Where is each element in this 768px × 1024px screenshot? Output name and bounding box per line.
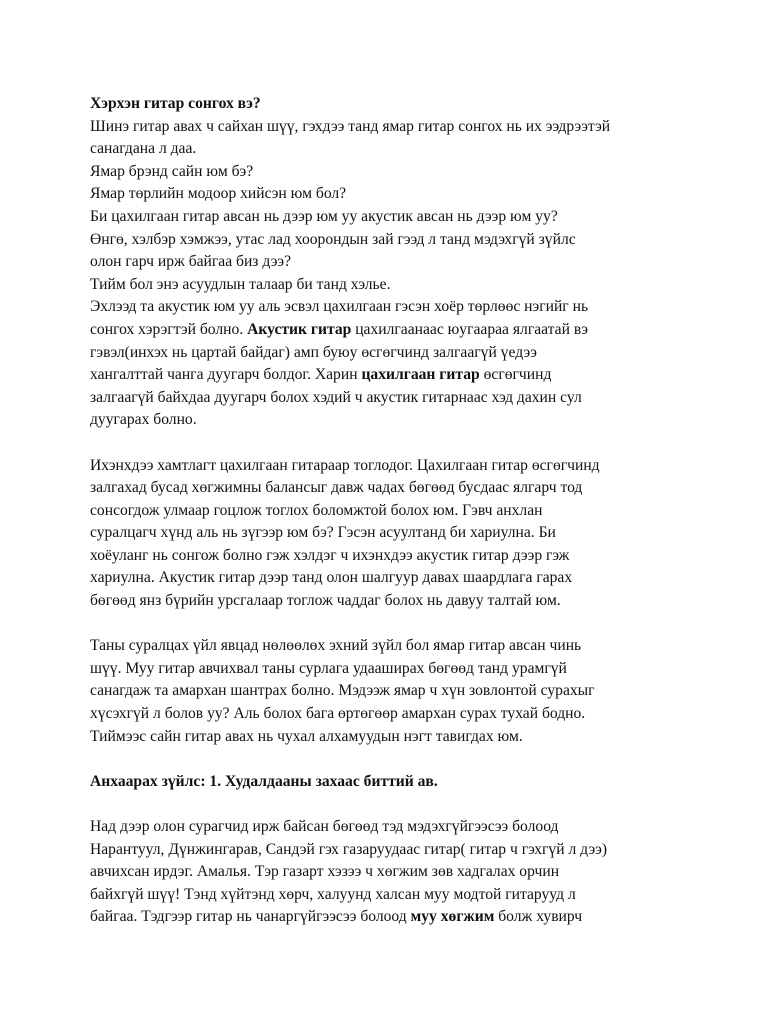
text-line: гэвэл(инхэх нь цартай байдаг) амп буюу өсгөгчинд залгаагүй үедээ	[90, 343, 537, 361]
text-line	[90, 319, 720, 342]
text-line: шүү. Муу гитар авчихвал таны сурлага удааширах бөгөөд танд урамгүй	[90, 659, 567, 677]
text-run: өсгөгчинд	[479, 366, 552, 384]
paragraph-gap	[90, 748, 720, 771]
text-line: олон гарч ирж байгаа биз дээ?	[90, 253, 291, 271]
text-line: Би цахилгаан гитар авсан нь дээр юм уу акустик авсан нь дээр юм уу?	[90, 207, 558, 225]
text-line: Ямар брэнд сайн юм бэ?	[90, 162, 254, 180]
paragraph-4	[90, 816, 720, 929]
document-title: Хэрхэн гитар сонгох вэ?	[90, 95, 261, 112]
text-line: Өнгө, хэлбэр хэмжээ, утас лад хоорондын зай гээд л танд мэдэхгүй зүйлс	[90, 230, 576, 248]
text-line: дуугарах болно.	[90, 411, 197, 429]
paragraph-gap	[90, 793, 720, 816]
text-line: Тиймээс сайн гитар авах нь чухал алхамуудын нэгт тавигдах юм.	[90, 727, 523, 745]
text-line: Ямар төрлийн модоор хийсэн юм бол?	[90, 185, 347, 203]
section-heading: Анхаарах зүйлс: 1. Худалдааны захаас биттий ав.	[90, 772, 438, 790]
text-line: Эхлээд та акустик юм уу аль эсвэл цахилгаан гэсэн хоёр төрлөөс нэгийг нь	[90, 298, 589, 316]
paragraph-gap	[90, 432, 720, 455]
paragraph-gap	[90, 613, 720, 636]
text-line: хүсэхгүй л болов уу? Аль болох бага өртөгөөр амархан сурах тухай бодно.	[90, 705, 586, 723]
paragraph-2	[90, 455, 720, 613]
text-line: санагдаж та амархан шантрах болно. Мэдээж ямар ч хүн зовлонтой сурахыг	[90, 682, 595, 700]
paragraph-3	[90, 635, 720, 748]
text-line: Нарантуул, Дүнжингарав, Сандэй гэх газаруудаас гитар( гитар ч гэхгүй л дээ)	[90, 840, 608, 858]
text-line: санагдана л даа.	[90, 140, 197, 158]
text-line: залгахад бусад хөгжимны балансыг давж чадах бөгөөд бусдаас ялгарч тод	[90, 479, 583, 497]
text-line	[90, 364, 720, 387]
text-line: Ихэнхдээ хамтлагт цахилгаан гитараар тоглодог. Цахилгаан гитар өсгөгчинд	[90, 456, 600, 474]
text-line: Над дээр олон сурагчид ирж байсан бөгөөд тэд мэдэхгүйгээсээ болоод	[90, 818, 559, 835]
text-line: суралцагч хүнд аль нь зүгээр юм бэ? Гэсэн асуултанд би хариулна. Би	[90, 524, 556, 542]
bold-text-electric: цахилгаан гитар	[361, 366, 480, 384]
text-line: байхгүй шүү! Тэнд хүйтэнд хөрч, халуунд халсан муу модтой гитарууд л	[90, 885, 576, 903]
text-run: хангалттай чанга дуугарч болдог. Харин	[90, 366, 362, 384]
text-run: сонгох хэрэгтэй болно.	[90, 320, 248, 338]
text-line	[90, 906, 720, 929]
bold-text-acoustic: Акустик гитар	[247, 320, 352, 338]
text-line: бөгөөд янз бүрийн урсгалаар тоглож чаддаг болох нь давуу талтай юм.	[90, 592, 561, 610]
text-line: залгаагүй байхдаа дуугарч болох хэдий ч акустик гитарнаас хэд дахин сул	[90, 388, 582, 406]
paragraph-1	[90, 116, 720, 432]
bold-text-bad-music: муу хөгжим	[410, 908, 495, 926]
text-line: авчихсан ирдэг. Амалья. Тэр газарт хэзээ ч хөгжим зөв хадгалах орчин	[90, 863, 560, 881]
text-line: Шинэ гитар авах ч сайхан шүү, гэхдээ танд ямар гитар сонгох нь их ээдрээтэй	[90, 117, 611, 135]
text-run: байгаа. Тэдгээр гитар нь чанаргүйгээсээ болоод	[90, 908, 411, 926]
text-line: Тийм бол энэ асуудлын талаар би танд хэлье.	[90, 275, 391, 293]
document-body	[90, 93, 720, 929]
text-line: хариулна. Акустик гитар дээр танд олон шалгуур давах шаардлага гарах	[90, 569, 573, 587]
text-run: цахилгаанаас юугаараа ялгаатай вэ	[351, 320, 588, 338]
text-line: Таны суралцах үйл явцад нөлөөлөх эхний зүйл бол ямар гитар авсан чинь	[90, 637, 582, 655]
text-line: сонсогдож улмаар гоцлож тоглох боломжтой болох юм. Гэвч анхлан	[90, 501, 543, 519]
text-line: хоёуланг нь сонгож болно гэж хэлдэг ч ихэнхдээ акустик гитар дээр гэж	[90, 546, 570, 564]
text-run: болж хувирч	[494, 908, 583, 926]
